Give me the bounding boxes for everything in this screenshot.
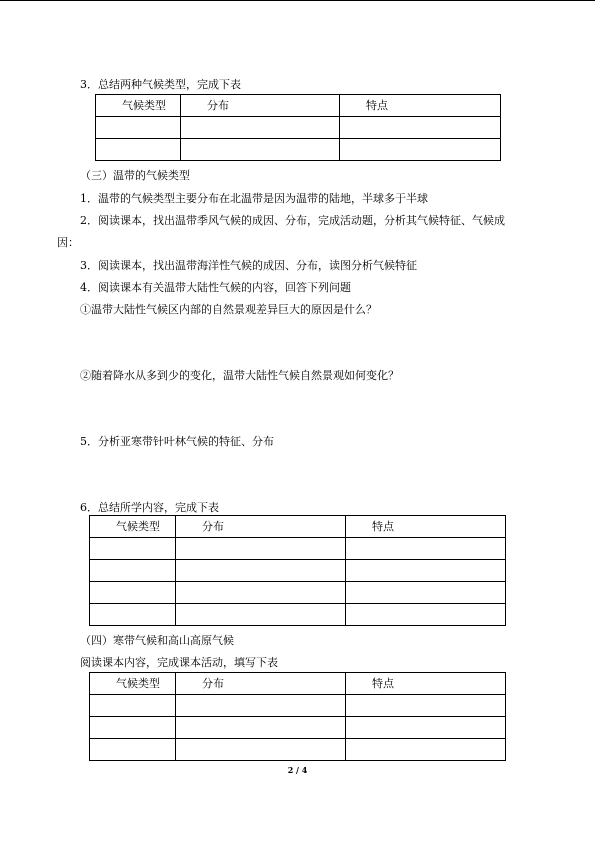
section-3-item-5: 5．分析亚寒带针叶林气候的特征、分布	[80, 435, 274, 448]
section-3-title: （三）温带的气候类型	[80, 169, 190, 182]
section-3-question-1: ①温带大陆性气候区内部的自然景观差异巨大的原因是什么？	[80, 303, 377, 316]
section-3-item-2: 2．阅读课本，找出温带季风气候的成因、分布，完成活动题，分析其气候特征、气候成	[80, 214, 505, 227]
page-number: 2 / 4	[287, 765, 308, 775]
table-summary	[89, 515, 506, 626]
section-3-item-1: 1．温带的气候类型主要分布在北温带是因为温带的陆地，半球多于半球	[80, 192, 428, 205]
header-climate-type: 气候类型	[90, 516, 176, 538]
header-features: 特点	[346, 673, 506, 695]
section-3-item-4: 4．阅读课本有关温带大陆性气候的内容，回答下列问题	[80, 281, 351, 294]
header-climate-type: 气候类型	[96, 95, 181, 117]
section-4-intro: 阅读课本内容，完成课本活动，填写下表	[80, 656, 278, 669]
question-3-title: 3．总结两种气候类型，完成下表	[80, 78, 241, 91]
section-3-item-2-cont: 因：	[57, 236, 79, 249]
table-row	[90, 560, 506, 582]
section-3-item-3: 3．阅读课本，找出温带海洋性气候的成因、分布，读图分析气候特征	[80, 259, 417, 272]
table-two-climates	[95, 94, 501, 161]
table-row	[96, 139, 501, 161]
table-row	[90, 604, 506, 626]
table-row	[90, 695, 506, 717]
header-distribution: 分布	[176, 673, 346, 695]
table-row	[90, 739, 506, 761]
header-distribution: 分布	[176, 516, 346, 538]
header-features: 特点	[340, 95, 501, 117]
section-4-title: （四）寒带气候和高山高原气候	[80, 634, 234, 647]
table-row	[90, 717, 506, 739]
section-3-item-6: 6．总结所学内容，完成下表	[80, 501, 219, 514]
page-top-rule	[0, 0, 595, 1]
header-features: 特点	[346, 516, 506, 538]
table-cold-highland	[89, 672, 506, 761]
header-distribution: 分布	[181, 95, 340, 117]
section-3-question-2: ②随着降水从多到少的变化，温带大陆性气候自然景观如何变化？	[80, 369, 399, 382]
table-row	[96, 117, 501, 139]
table-row	[90, 582, 506, 604]
header-climate-type: 气候类型	[90, 673, 176, 695]
table-row	[90, 538, 506, 560]
